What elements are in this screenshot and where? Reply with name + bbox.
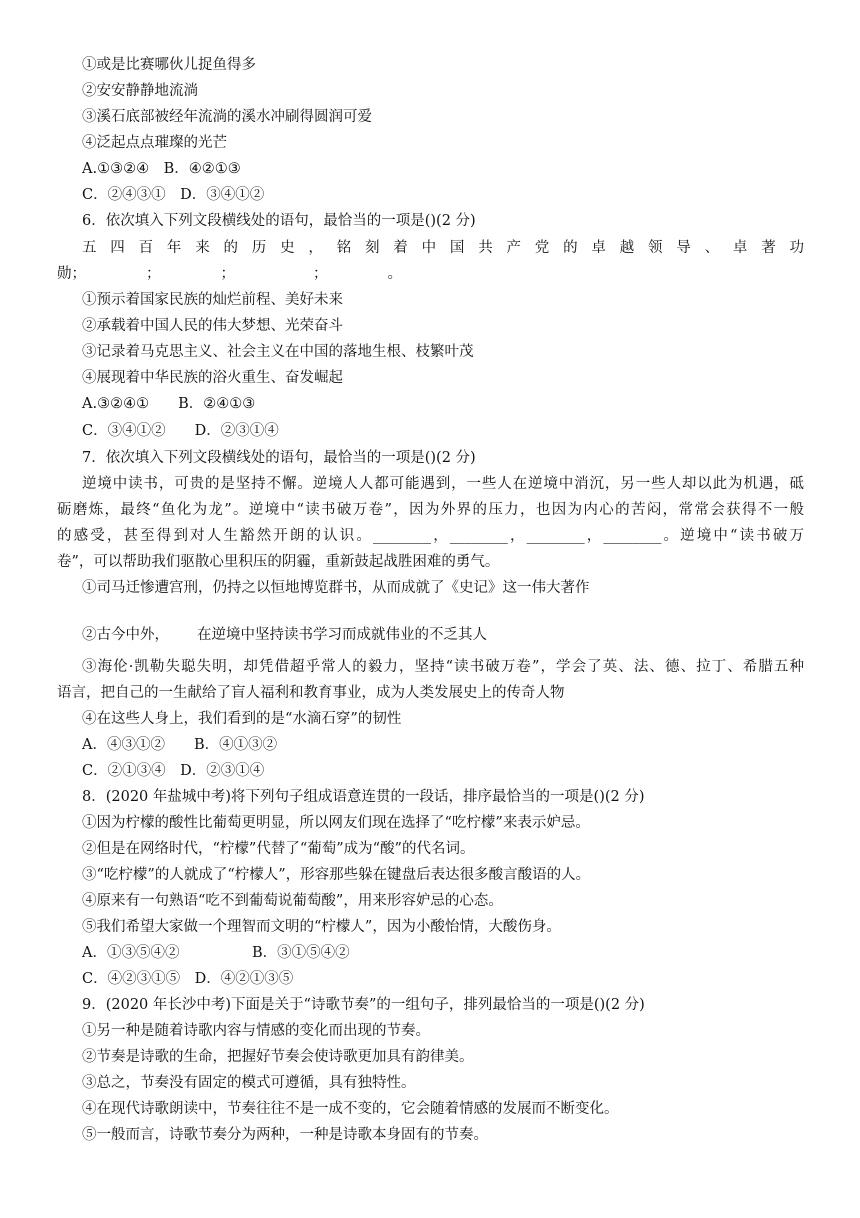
q6-passage-line-2	[57, 264, 402, 284]
q9-sentence-4: ④在现代诗歌朗读中，节奏往往不是一成不变的，它会随着情感的发展而不断变化。	[82, 1101, 619, 1117]
q7-prompt: 7．依次填入下列文段横线处的语句，最恰当的一项是()(2 分)	[82, 450, 476, 466]
q7-passage-line-4: 卷”，可以帮助我们驱散心里积压的阴霾，重新鼓起战胜困难的勇气。	[57, 554, 500, 570]
q6-option-sentence-1: ①预示着国家民族的灿烂前程、美好未来	[82, 292, 343, 308]
q6-choices-ab: A.③②④① B．②④①③	[82, 396, 256, 412]
q6-option-sentence-2: ②承载着中国人民的伟大梦想、光荣奋斗	[82, 318, 343, 334]
q6-option-sentence-4: ④展现着中华民族的浴火重生、奋发崛起	[82, 370, 343, 386]
q5-choices-ab: A.①③②④ B．④②①③	[82, 161, 241, 177]
q7-passage-line-2: 砺磨炼，最终“鱼化为龙”。逆境中“读书破万卷”，因为外界的压力，也因为内心的苦闷，常常会获得不一般	[57, 502, 804, 518]
q5-option-sentence-3: ③溪石底部被经年流淌的溪水冲刷得圆润可爱	[82, 109, 372, 125]
q8-choices-cd: C．④②③①⑤ D．④②①③⑤	[82, 971, 294, 987]
q7-option-sentence-3: ③海伦·凯勒失聪失明，却凭借超乎常人的毅力，坚持“读书破万卷”，学会了英、法、德、拉丁、希腊五种	[82, 659, 804, 675]
q6-choices-cd: C．③④①② D．②③①④	[82, 423, 279, 439]
q7-option-2-lead: ②古今中外，	[82, 627, 169, 643]
q6-option-sentence-3: ③记录着马克思主义、社会主义在中国的落地生根、枝繁叶茂	[82, 344, 474, 360]
q8-prompt: 8．(2020 年盐城中考)将下列句子组成语意连贯的一段话，排序最恰当的一项是()(2 分)	[82, 789, 645, 805]
q9-sentence-1: ①另一种是随着诗歌内容与情感的变化而出现的节奏。	[82, 1023, 430, 1039]
q9-sentence-3: ③总之，节奏没有固定的模式可遵循，具有独特性。	[82, 1075, 416, 1091]
q7-choices-cd: C．②①③④ D．②③①④	[82, 763, 265, 779]
q9-prompt: 9．(2020 年长沙中考)下面是关于“诗歌节奏”的一组句子，排列最恰当的一项是()(2 分)	[82, 997, 645, 1013]
q5-option-sentence-4: ④泛起点点璀璨的光芒	[82, 135, 227, 151]
q6-blank-seg-4: ；	[313, 266, 328, 282]
q8-sentence-1: ①因为柠檬的酸性比葡萄更明显，所以网友们现在选择了“吃柠檬”来表示妒忌。	[82, 815, 590, 831]
q6-passage-line-1: 五四百年来的历史，铭刻着中国共产党的卓越领导、卓著功	[82, 240, 804, 256]
q8-sentence-5: ⑤我们希望大家做一个理智而文明的“柠檬人”，因为小酸怡情，大酸伤身。	[82, 919, 561, 935]
q7-option-sentence-1: ①司马迁惨遭宫刑，仍持之以恒地博览群书，从而成就了《史记》这一伟大著作	[82, 580, 590, 596]
q7-choices-ab: A．④③①② B．④①③②	[82, 737, 278, 753]
q7-passage-line-1: 逆境中读书，可贵的是坚持不懈。逆境人人都可能遇到，一些人在逆境中消沉，另一些人却以此为机遇，砥	[82, 476, 804, 492]
q7-option-sentence-3-cont: 语言，把自己的一生献给了盲人福利和教育事业，成为人类发展史上的传奇人物	[57, 685, 565, 701]
q5-option-sentence-1: ①或是比赛哪伙儿捉鱼得多	[82, 57, 256, 73]
q9-sentence-2: ②节奏是诗歌的生命，把握好节奏会使诗歌更加具有韵律美。	[82, 1049, 474, 1065]
q5-choices-cd: C．②④③① D．③④①②	[82, 187, 265, 203]
q7-option-2-rest: 在逆境中坚持读书学习而成就伟业的不乏其人	[197, 627, 487, 643]
q8-sentence-3: ③“吃柠檬”的人就成了“柠檬人”，形容那些躲在键盘后表达很多酸言酸语的人。	[82, 867, 591, 883]
q6-blank-seg-2: ；	[146, 266, 161, 282]
q6-blank-seg-1: 勋；	[57, 266, 86, 282]
q7-passage-line-3: 的感受，甚至得到对人生豁然开朗的认识。________，________，________，________。逆境中“读书破万	[57, 528, 804, 544]
q6-prompt: 6．依次填入下列文段横线处的语句，最恰当的一项是()(2 分)	[82, 213, 476, 229]
q7-option-sentence-2	[82, 625, 487, 645]
q7-option-sentence-4: ④在这些人身上，我们看到的是“水滴石穿”的韧性	[82, 711, 402, 727]
q5-option-sentence-2: ②安安静静地流淌	[82, 83, 198, 99]
q8-sentence-2: ②但是在网络时代，“柠檬”代替了“葡萄”成为“酸”的代名词。	[82, 841, 475, 857]
q9-sentence-5: ⑤一般而言，诗歌节奏分为两种，一种是诗歌本身固有的节奏。	[82, 1127, 488, 1143]
q8-sentence-4: ④原来有一句熟语“吃不到葡萄说葡萄酸”，用来形容妒忌的心态。	[82, 893, 503, 909]
q6-blank-seg-5: 。	[387, 266, 402, 282]
q6-blank-seg-3: ；	[220, 266, 235, 282]
q8-choices-ab: A．①③⑤④② B．③①⑤④②	[82, 945, 350, 961]
